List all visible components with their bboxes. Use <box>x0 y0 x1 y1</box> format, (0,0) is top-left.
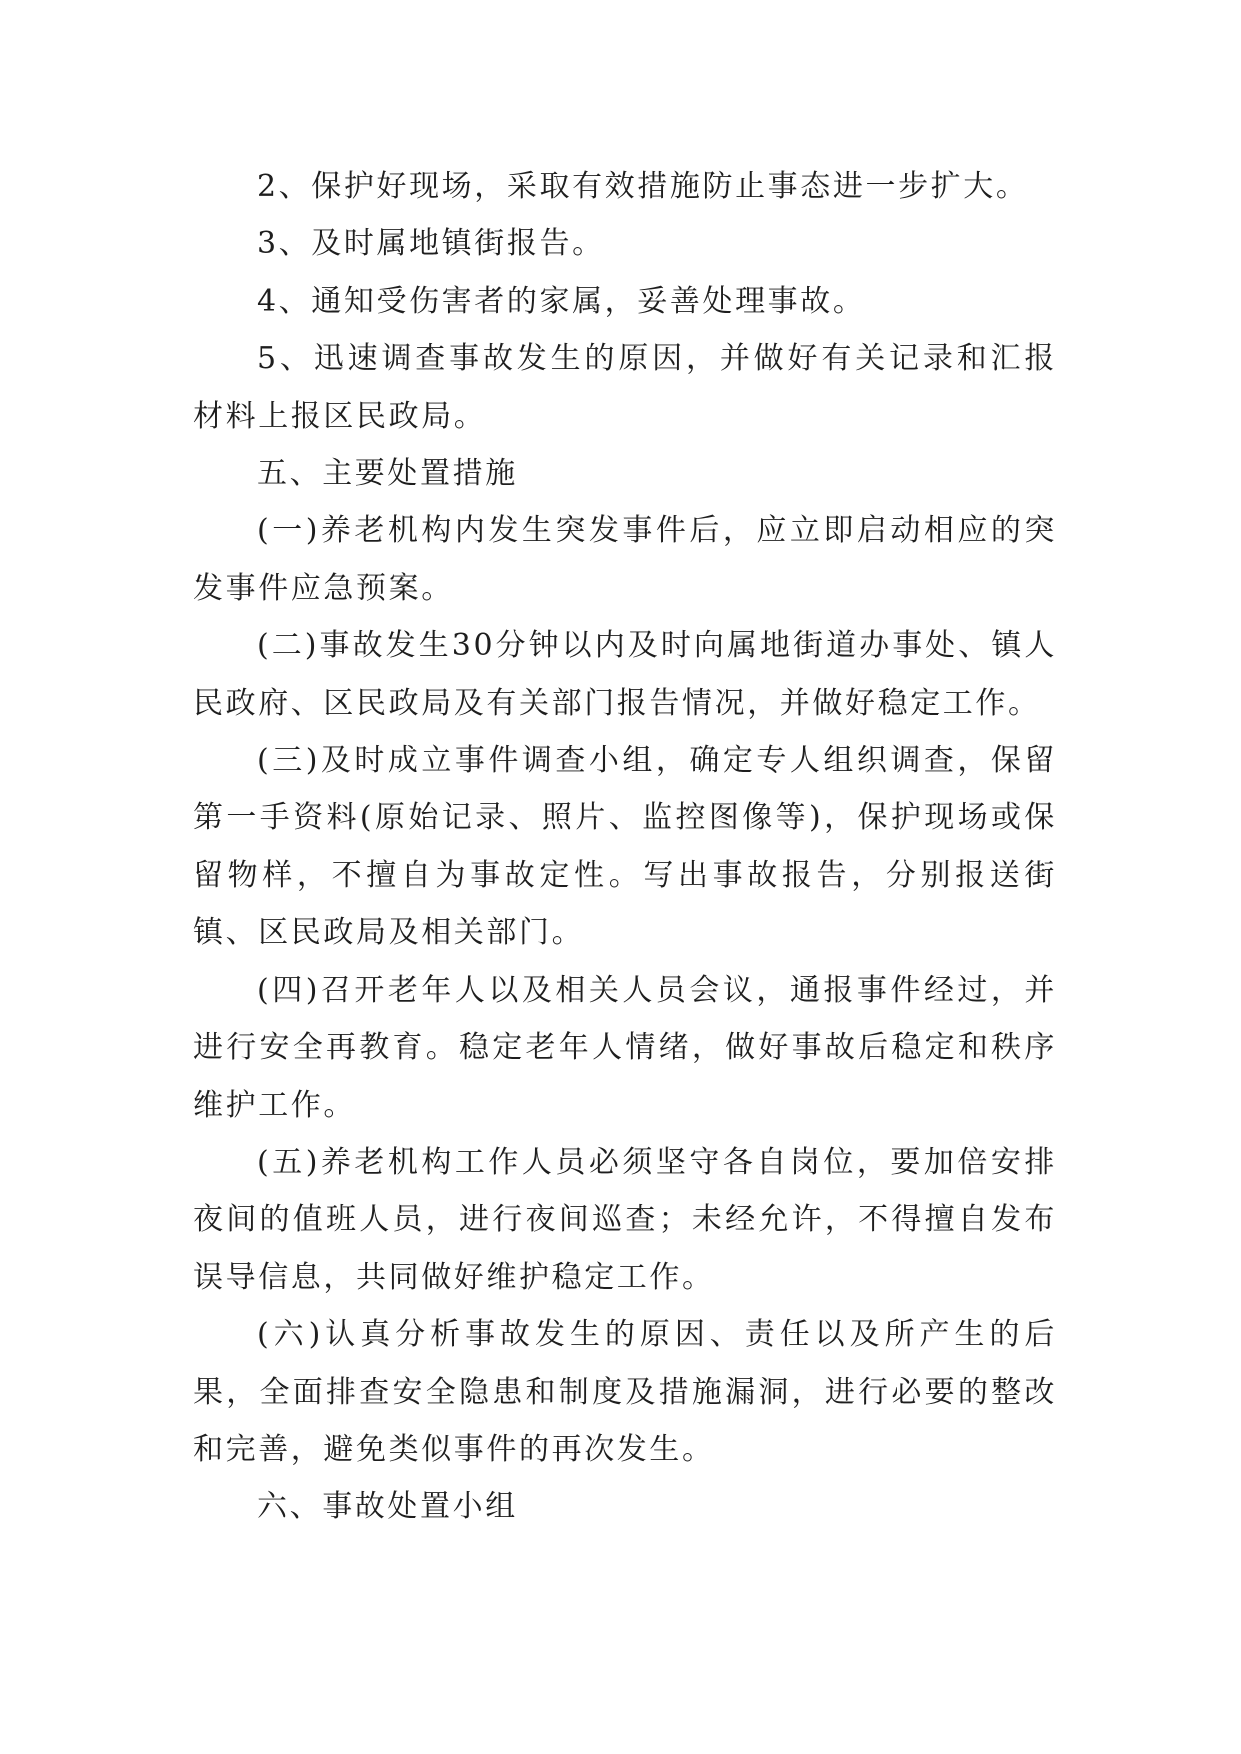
paragraph-measure-1: (一)养老机构内发生突发事件后，应立即启动相应的突发事件应急预案。 <box>193 513 1057 606</box>
paragraph-item-2: 2、保护好现场，采取有效措施防止事态进一步扩大。 <box>257 169 1029 204</box>
paragraph-measure-4: (四)召开老年人以及相关人员会议，通报事件经过，并进行安全再教育。稳定老年人情绪，做好事故后稳定和秩序维护工作。 <box>193 972 1057 1123</box>
paragraph-measure-5: (五)养老机构工作人员必须坚守各自岗位，要加倍安排夜间的值班人员，进行夜间巡查；未经允许，不得擅自发布误导信息，共同做好维护稳定工作。 <box>193 1144 1057 1295</box>
paragraph-measure-3: (三)及时成立事件调查小组，确定专人组织调查，保留第一手资料(原始记录、照片、监控图像等)，保护现场或保留物样，不擅自为事故定性。写出事故报告，分别报送街镇、区民政局及相关部门。 <box>193 743 1057 951</box>
section-heading-5: 五、主要处置措施 <box>257 456 518 492</box>
document-body <box>193 158 1057 1536</box>
paragraph-item-3: 3、及时属地镇街报告。 <box>257 226 605 262</box>
section-heading-6: 六、事故处置小组 <box>257 1489 518 1525</box>
paragraph-item-4: 4、通知受伤害者的家属，妥善处理事故。 <box>257 283 866 319</box>
paragraph-measure-2: (二)事故发生30分钟以内及时向属地街道办事处、镇人民政府、区民政局及有关部门报告情况，并做好稳定工作。 <box>193 628 1057 721</box>
paragraph-measure-6: (六)认真分析事故发生的原因、责任以及所产生的后果，全面排查安全隐患和制度及措施漏洞，进行必要的整改和完善，避免类似事件的再次发生。 <box>193 1317 1057 1467</box>
paragraph-item-5: 5、迅速调查事故发生的原因，并做好有关记录和汇报材料上报区民政局。 <box>193 341 1057 434</box>
